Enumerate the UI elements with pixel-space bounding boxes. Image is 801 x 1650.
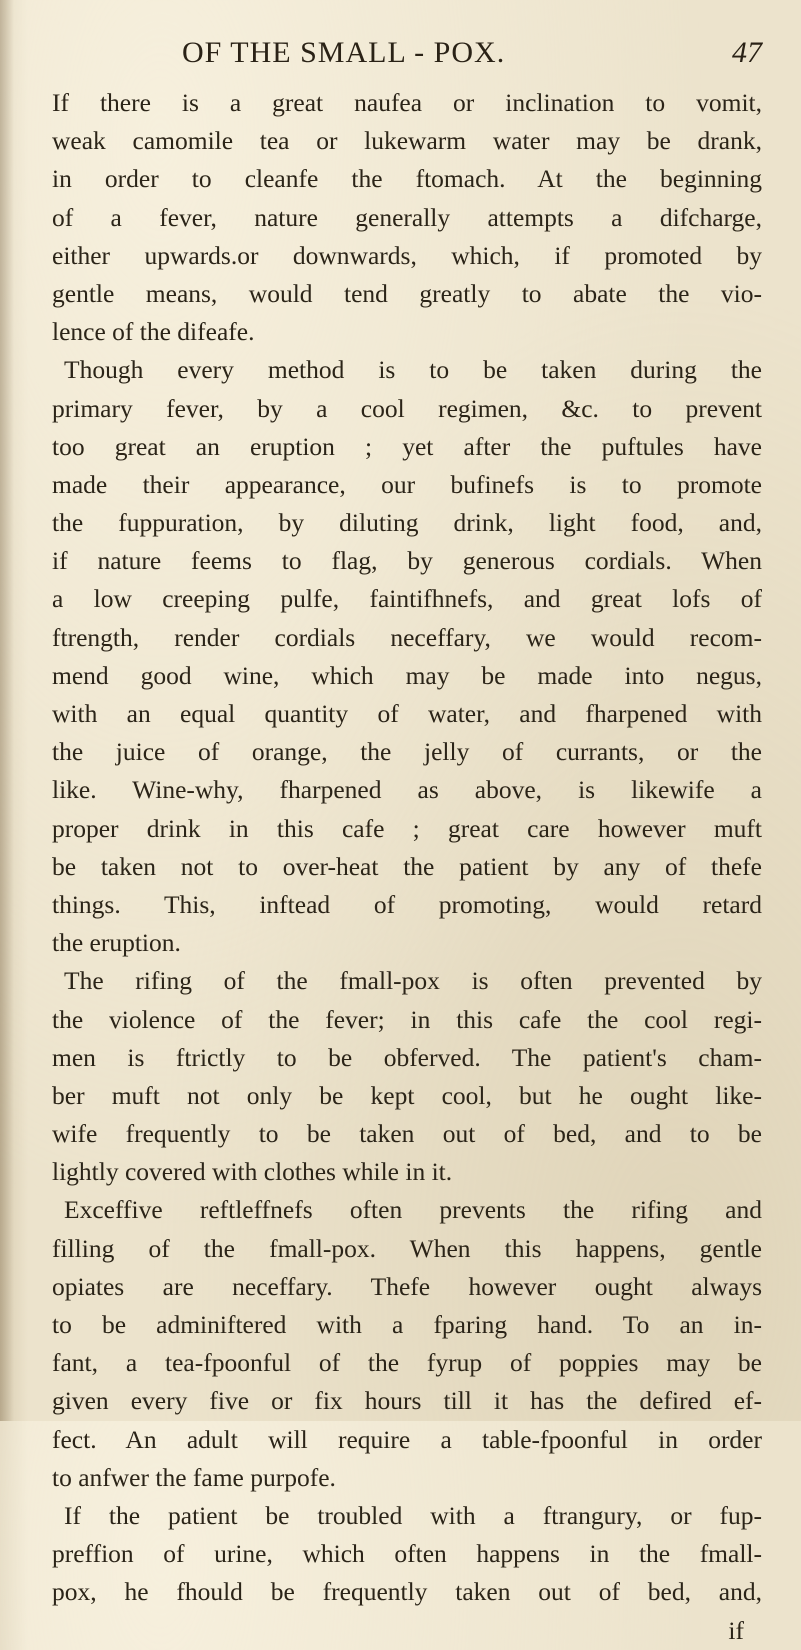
text-line: with an equal quantity of water, and fharpened with [52, 699, 762, 728]
page-gutter-shadow [0, 0, 14, 1421]
page-number: 47 [732, 36, 762, 69]
text-line: the juice of orange, the jelly of currants, or the [52, 737, 762, 767]
text-line: primary fever, by a cool regimen, &c. to prevent [52, 393, 762, 423]
text-line: The rifing of the fmall-pox is often prevented by [64, 966, 762, 996]
body-text [52, 84, 762, 1650]
text-line: lence of the difeafe. [52, 317, 255, 347]
text-line: fant, a tea-fpoonful of the fyrup of poppies may be [52, 1348, 762, 1378]
running-title: OF THE SMALL - POX. [182, 36, 506, 69]
text-line: the fuppuration, by diluting drink, light food, and, [52, 508, 762, 538]
text-line: filling of the fmall-pox. When this happens, gentle [52, 1233, 762, 1263]
text-line: if nature feems to flag, by generous cordials. When [52, 546, 762, 576]
text-line: made their appearance, our bufinefs is to promote [52, 469, 762, 499]
text-line: Exceffive reftleffnefs often prevents the rifing and [64, 1195, 762, 1225]
text-line: preffion of urine, which often happens in the fmall- [52, 1539, 762, 1569]
text-line: too great an eruption ; yet after the puftules have [52, 431, 762, 461]
text-line: to be adminiftered with a fparing hand. To an in- [52, 1310, 762, 1339]
text-line: in order to cleanfe the ftomach. At the beginning [52, 164, 762, 194]
catchword: if [728, 1615, 744, 1645]
text-line: ber muft not only be kept cool, but he ought like- [52, 1080, 762, 1110]
text-line: a low creeping pulfe, faintifhnefs, and great lofs of [52, 584, 762, 614]
text-line: wife frequently to be taken out of bed, and to be [52, 1119, 762, 1149]
text-line: men is ftrictly to be obferved. The patient's cham- [52, 1042, 762, 1072]
text-line: proper drink in this cafe ; great care however muft [52, 813, 762, 843]
text-line: If the patient be troubled with a ftrangury, or fup- [64, 1500, 762, 1530]
text-line: either upwards.or downwards, which, if promoted by [52, 240, 762, 270]
text-line: of a fever, nature generally attempts a difcharge, [52, 202, 762, 232]
running-head [52, 36, 762, 76]
text-line: mend good wine, which may be made into negus, [52, 660, 762, 690]
text-line: lightly covered with clothes while in it. [52, 1157, 453, 1187]
text-line: be taken not to over-heat the patient by any of thefe [52, 851, 762, 881]
text-line: Though every method is to be taken during the [64, 355, 762, 385]
text-line: weak camomile tea or lukewarm water may be drank, [52, 126, 762, 156]
text-line: fect. An adult will require a table-fpoonful in order [52, 1424, 762, 1454]
text-line: like. Wine-why, fharpened as above, is likewife a [52, 775, 762, 805]
text-line: pox, he fhould be frequently taken out of bed, and, [52, 1577, 762, 1607]
text-line: given every five or fix hours till it has the defired ef- [52, 1386, 762, 1416]
text-line: gentle means, would tend greatly to abate the vio- [52, 278, 762, 308]
text-line: opiates are neceffary. Thefe however ought always [52, 1271, 762, 1301]
text-line: to anfwer the fame purpofe. [52, 1462, 336, 1492]
text-line: the eruption. [52, 928, 181, 958]
text-line: the violence of the fever; in this cafe the cool regi- [52, 1004, 762, 1034]
text-line: things. This, inftead of promoting, would retard [52, 889, 762, 919]
text-line: ftrength, render cordials neceffary, we would recom- [52, 622, 762, 652]
text-line: If there is a great naufea or inclination to vomit, [52, 88, 762, 117]
